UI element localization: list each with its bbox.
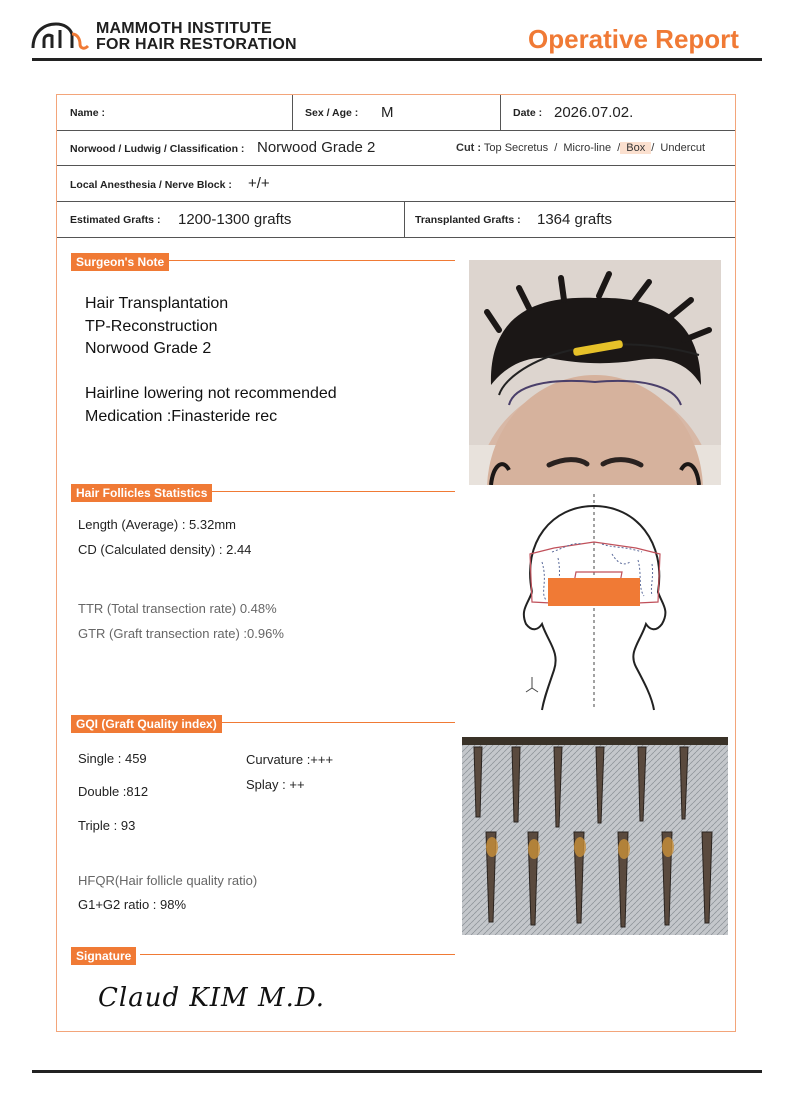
gqi-single: Single : 459 [78,751,147,766]
patient-head-photo [469,260,721,485]
section-rule [166,260,455,261]
sex-age-label: Sex / Age : [305,107,359,119]
mammoth-logo-icon [30,20,90,52]
gqi-curvature: Curvature :+++ [246,752,334,767]
note-line [85,361,337,384]
column-divider [500,95,501,130]
cut-option-box-selected: Box [620,142,651,154]
org-name-line2: FOR HAIR RESTORATION [96,36,297,53]
date-value: 2026.07.02. [554,104,634,121]
donor-area-diagram [512,492,682,712]
gqi-triple: Triple : 93 [78,818,136,833]
graft-transection-rate: GTR (Graft transection rate) :0.96% [78,626,284,641]
classification-value: Norwood Grade 2 [257,139,376,156]
sex-age-value: M [381,104,394,121]
estimated-grafts-label: Estimated Grafts : [70,214,161,226]
cut-option-top-secretus: Top Secretus [483,142,549,154]
org-name-line1: MAMMOTH INSTITUTE [96,20,272,37]
transplanted-grafts-value: 1364 grafts [537,211,613,228]
hfqr-label: HFQR(Hair follicle quality ratio) [78,873,258,888]
report-title: Operative Report [528,24,739,54]
gqi-splay: Splay : ++ [246,777,305,792]
note-line: Medication :Finasteride rec [85,407,278,425]
surgeon-note-heading: Surgeon's Note [71,253,169,271]
column-divider [292,95,293,130]
g1-g2-ratio: G1+G2 ratio : 98% [78,897,187,912]
cut-label: Cut : [456,142,482,154]
length-average: Length (Average) : 5.32mm [78,517,237,532]
note-line: Norwood Grade 2 [85,340,212,357]
row-divider [57,130,735,131]
gqi-heading: GQI (Graft Quality index) [71,715,222,733]
anesthesia-value: +/+ [248,175,270,192]
total-transection-rate: TTR (Total transection rate) 0.48% [78,601,277,616]
cut-options: Cut : Top Secretus / Micro-line / Box / Undercut [456,142,706,154]
surgeon-signature: Claud KIM M.D. [98,983,326,1013]
column-divider [404,201,405,237]
calculated-density: CD (Calculated density) : 2.44 [78,542,252,557]
row-divider [57,165,735,166]
section-rule [210,491,455,492]
graft-samples-photo [462,737,728,935]
transplanted-grafts-label: Transplanted Grafts : [415,214,521,226]
section-rule [222,722,455,723]
cut-option-micro-line: Micro-line [563,142,612,154]
row-divider [57,237,735,238]
section-rule [140,954,455,955]
gqi-double: Double :812 [78,784,149,799]
surgeon-note-body [85,293,337,428]
note-line: TP-Reconstruction [85,317,218,335]
follicle-stats-heading: Hair Follicles Statistics [71,484,212,502]
note-line: Hairline lowering not recommended [85,385,337,402]
cut-option-undercut: Undercut [660,142,706,154]
classification-label: Norwood / Ludwig / Classification : [70,143,245,155]
name-label: Name : [70,107,106,119]
note-line: Hair Transplantation [85,295,229,312]
row-divider [57,201,735,202]
org-name [96,21,297,53]
estimated-grafts-value: 1200-1300 grafts [178,211,292,228]
signature-heading: Signature [71,947,136,965]
footer-divider [32,1070,762,1073]
header-divider [32,58,762,61]
date-label: Date : [513,107,543,119]
anesthesia-label: Local Anesthesia / Nerve Block : [70,179,232,191]
